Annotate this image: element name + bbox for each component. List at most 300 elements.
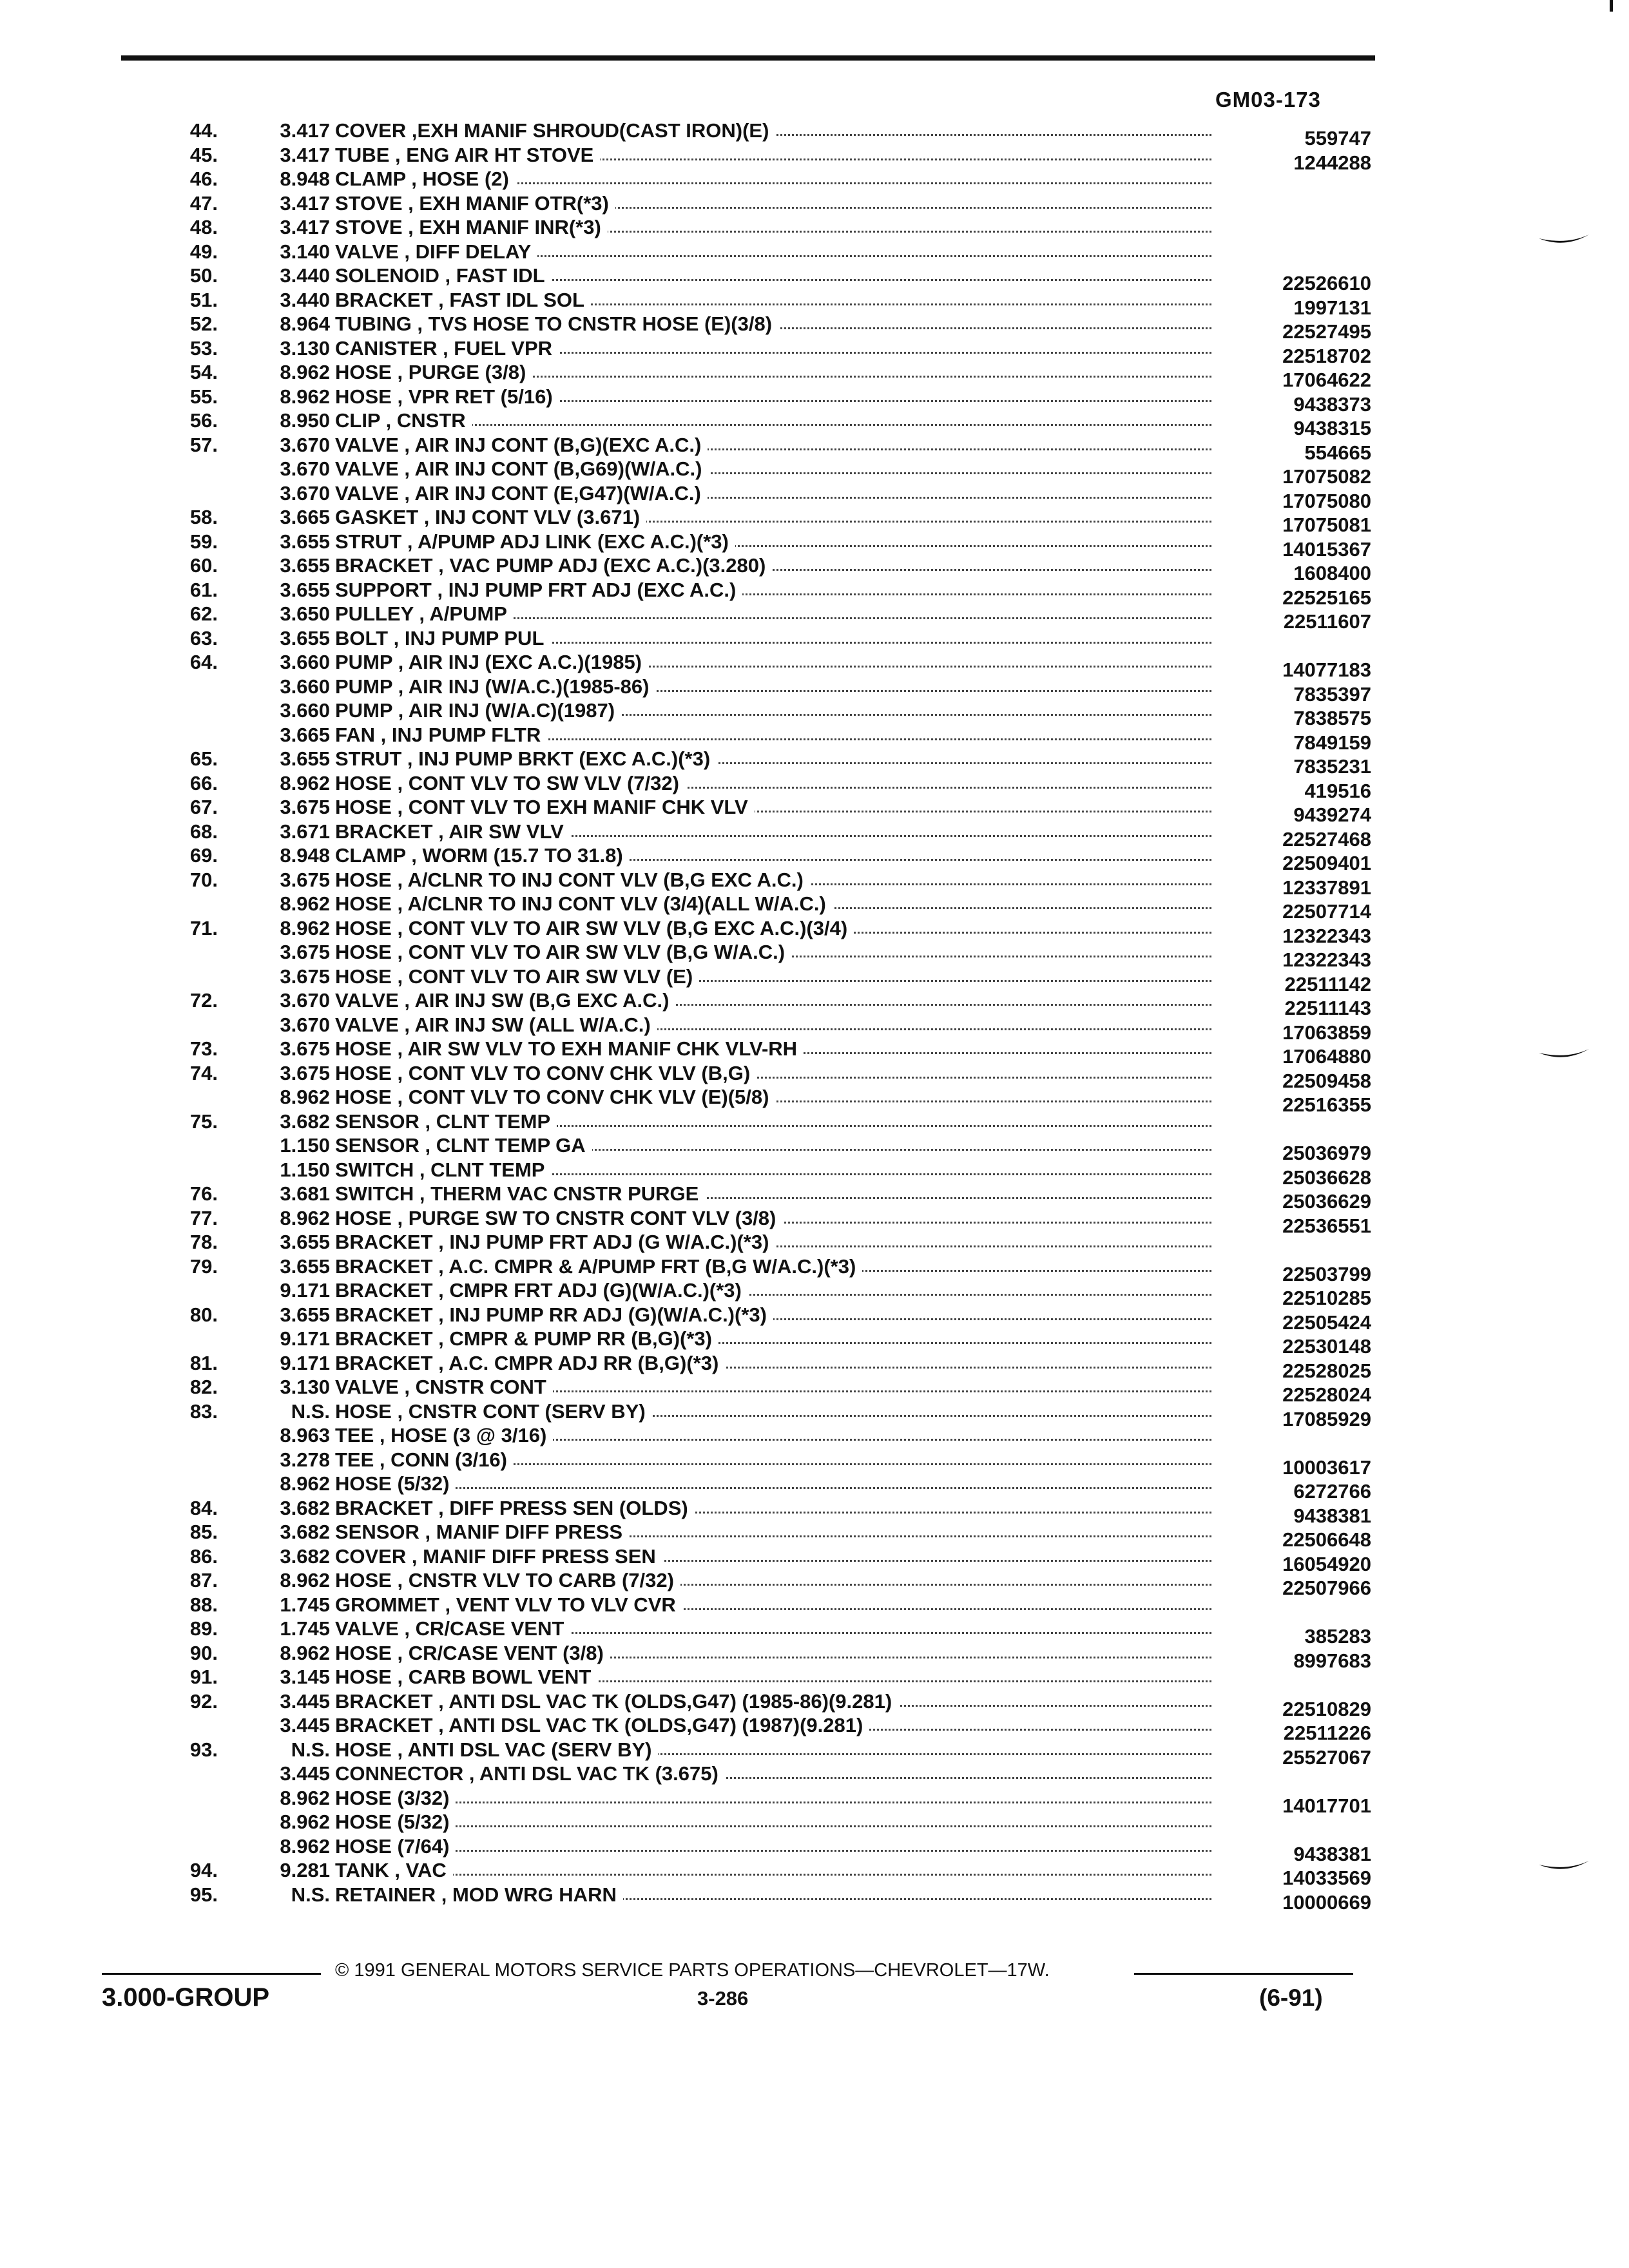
list-item bbox=[0, 675, 1629, 706]
group-code: 9.171 bbox=[280, 1351, 330, 1374]
part-description bbox=[335, 336, 1211, 360]
list-item bbox=[0, 1858, 1629, 1889]
list-item bbox=[0, 1158, 1629, 1189]
group-code: 3.675 bbox=[280, 868, 330, 891]
part-description-text: HOSE , PURGE (3/8) bbox=[335, 361, 532, 383]
group-code: 8.962 bbox=[280, 1569, 330, 1591]
part-description bbox=[335, 747, 1211, 771]
part-description bbox=[335, 1110, 1211, 1133]
list-item bbox=[0, 650, 1629, 681]
header-rule bbox=[121, 55, 1375, 61]
group-code: 3.660 bbox=[280, 699, 330, 722]
part-description-text: BRACKET , CMPR FRT ADJ (G)(W/A.C.)(*3) bbox=[335, 1279, 748, 1302]
list-item bbox=[0, 530, 1629, 561]
list-item bbox=[0, 1520, 1629, 1551]
part-number: 9438373 bbox=[1293, 392, 1371, 416]
list-item bbox=[0, 1351, 1629, 1382]
list-item bbox=[0, 1568, 1629, 1599]
part-description-text: BRACKET , DIFF PRESS SEN (OLDS) bbox=[335, 1497, 695, 1519]
group-code: 8.962 bbox=[280, 1641, 330, 1664]
item-number: 56. bbox=[189, 409, 218, 432]
part-description bbox=[335, 408, 1211, 432]
group-code: N.S. bbox=[291, 1738, 330, 1761]
part-description-text: HOSE , A/CLNR TO INJ CONT VLV (3/4)(ALL W/A.C.) bbox=[335, 892, 833, 915]
group-code: 8.962 bbox=[280, 361, 330, 383]
item-number: 65. bbox=[189, 747, 218, 770]
part-description bbox=[335, 457, 1211, 481]
part-number: 22528024 bbox=[1282, 1383, 1371, 1406]
part-number: 9438315 bbox=[1293, 417, 1371, 439]
group-code: 3.670 bbox=[280, 1013, 330, 1036]
item-number: 81. bbox=[189, 1351, 218, 1374]
list-item bbox=[0, 385, 1629, 416]
part-description-text: BRACKET , ANTI DSL VAC TK (OLDS,G47) (1987)(9.281) bbox=[335, 1714, 869, 1736]
item-number: 89. bbox=[189, 1617, 218, 1640]
group-code: 3.682 bbox=[280, 1544, 330, 1568]
part-description bbox=[335, 385, 1211, 408]
part-description bbox=[335, 1254, 1211, 1278]
part-description-text: GASKET , INJ CONT VLV (3.671) bbox=[335, 506, 646, 528]
group-code: 3.655 bbox=[280, 747, 330, 770]
part-description bbox=[335, 1689, 1211, 1713]
group-code: 3.130 bbox=[280, 1376, 330, 1398]
part-number: 16054920 bbox=[1282, 1552, 1371, 1575]
group-code: 3.681 bbox=[280, 1182, 330, 1205]
group-code: 3.670 bbox=[280, 457, 330, 480]
item-number: 62. bbox=[189, 602, 218, 625]
part-description-text: GROMMET , VENT VLV TO VLV CVR bbox=[335, 1593, 682, 1616]
group-code: 3.665 bbox=[280, 506, 330, 528]
part-description-text: HOSE , AIR SW VLV TO EXH MANIF CHK VLV-RH bbox=[335, 1037, 804, 1060]
item-number: 47. bbox=[189, 191, 218, 215]
group-code: 3.650 bbox=[280, 602, 330, 625]
part-description bbox=[335, 1448, 1211, 1472]
item-number: 59. bbox=[189, 530, 218, 553]
part-number: 9439274 bbox=[1293, 803, 1371, 826]
part-description-text: STOVE , EXH MANIF INR(*3) bbox=[335, 216, 608, 238]
part-description bbox=[335, 1593, 1211, 1617]
part-description-text: CANISTER , FUEL VPR bbox=[335, 337, 559, 360]
list-item bbox=[0, 1278, 1629, 1309]
part-description-text: HOSE , CNSTR CONT (SERV BY) bbox=[335, 1400, 652, 1423]
part-description-text: VALVE , CR/CASE VENT bbox=[335, 1617, 570, 1640]
copyright-notice: © 1991 GENERAL MOTORS SERVICE PARTS OPERATIONS—CHEVROLET—17W. bbox=[335, 1960, 1050, 1981]
item-number: 86. bbox=[189, 1544, 218, 1568]
group-code: 8.962 bbox=[280, 771, 330, 794]
list-item bbox=[0, 965, 1629, 995]
part-description bbox=[335, 1351, 1211, 1375]
list-item bbox=[0, 360, 1629, 391]
part-number: 25036628 bbox=[1282, 1166, 1371, 1189]
group-code: 3.417 bbox=[280, 143, 330, 166]
part-description bbox=[335, 481, 1211, 505]
dot-leader bbox=[335, 1487, 1211, 1489]
list-item bbox=[0, 747, 1629, 778]
part-number: 554665 bbox=[1304, 441, 1371, 464]
item-number: 94. bbox=[189, 1859, 218, 1881]
list-item bbox=[0, 1110, 1629, 1134]
list-item bbox=[0, 457, 1629, 488]
group-code: 8.962 bbox=[280, 1786, 330, 1809]
group-code: 3.675 bbox=[280, 965, 330, 988]
binder-tab-mark-icon bbox=[1539, 235, 1589, 249]
item-number: 66. bbox=[189, 771, 218, 794]
group-code: 3.675 bbox=[280, 941, 330, 963]
part-description bbox=[335, 119, 1211, 142]
list-item bbox=[0, 1206, 1629, 1237]
list-item bbox=[0, 1834, 1629, 1865]
list-item bbox=[0, 1303, 1629, 1334]
part-description bbox=[335, 650, 1211, 674]
item-number: 51. bbox=[189, 288, 218, 311]
item-number: 83. bbox=[189, 1399, 218, 1423]
group-code: 3.655 bbox=[280, 1231, 330, 1253]
part-description bbox=[335, 433, 1211, 457]
part-number: 22527468 bbox=[1282, 827, 1371, 850]
part-number: 7849159 bbox=[1293, 731, 1371, 754]
item-number: 64. bbox=[189, 651, 218, 673]
group-code: 3.671 bbox=[280, 820, 330, 843]
part-description bbox=[335, 360, 1211, 384]
list-item bbox=[0, 1182, 1629, 1213]
list-item bbox=[0, 1254, 1629, 1285]
part-description-text: HOSE (7/64) bbox=[335, 1835, 456, 1858]
part-number: 17075080 bbox=[1282, 489, 1371, 512]
item-number: 44. bbox=[189, 119, 218, 142]
item-number: 48. bbox=[189, 216, 218, 238]
part-number: 22536551 bbox=[1282, 1214, 1371, 1237]
list-item bbox=[0, 1617, 1629, 1648]
list-item bbox=[0, 481, 1629, 512]
part-number: 22510829 bbox=[1282, 1697, 1371, 1720]
part-number: 22530148 bbox=[1282, 1335, 1371, 1358]
item-number: 92. bbox=[189, 1689, 218, 1713]
item-number: 50. bbox=[189, 264, 218, 287]
item-number: 78. bbox=[189, 1231, 218, 1253]
part-description bbox=[335, 1786, 1211, 1810]
part-number: 7838575 bbox=[1293, 707, 1371, 729]
part-description-text: BRACKET , FAST IDL SOL bbox=[335, 289, 591, 311]
group-code: 3.278 bbox=[280, 1448, 330, 1471]
item-number: 46. bbox=[189, 168, 218, 190]
list-item bbox=[0, 1230, 1629, 1254]
group-code: 8.962 bbox=[280, 1834, 330, 1858]
part-description bbox=[335, 1013, 1211, 1037]
list-item bbox=[0, 336, 1629, 367]
part-number: 22506648 bbox=[1282, 1528, 1371, 1551]
part-description bbox=[335, 1303, 1211, 1327]
list-item bbox=[0, 1713, 1629, 1744]
part-description bbox=[335, 1544, 1211, 1568]
list-item bbox=[0, 1810, 1629, 1834]
group-code: 1.150 bbox=[280, 1158, 330, 1181]
group-code: 3.445 bbox=[280, 1689, 330, 1713]
list-item bbox=[0, 1544, 1629, 1575]
part-number: 22511143 bbox=[1284, 997, 1371, 1019]
part-number: 8997683 bbox=[1293, 1649, 1371, 1672]
part-description-text: CONNECTOR , ANTI DSL VAC TK (3.675) bbox=[335, 1762, 725, 1785]
part-description-text: TEE , HOSE (3 @ 3/16) bbox=[335, 1424, 553, 1446]
group-code: 3.670 bbox=[280, 989, 330, 1012]
list-item bbox=[0, 1641, 1629, 1672]
part-number: 14077183 bbox=[1282, 658, 1371, 681]
part-description-text: PUMP , AIR INJ (EXC A.C.)(1985) bbox=[335, 651, 648, 673]
part-description-text: TUBING , TVS HOSE TO CNSTR HOSE (E)(3/8) bbox=[335, 312, 778, 335]
group-code: 9.171 bbox=[280, 1279, 330, 1302]
part-description-text: VALVE , AIR INJ CONT (E,G47)(W/A.C.) bbox=[335, 482, 708, 505]
part-number: 22507966 bbox=[1282, 1577, 1371, 1599]
part-description-text: HOSE , CR/CASE VENT (3/8) bbox=[335, 1642, 610, 1664]
part-description-text: HOSE , CONT VLV TO AIR SW VLV (B,G W/A.C.) bbox=[335, 941, 791, 963]
part-description bbox=[335, 1762, 1211, 1785]
item-number: 77. bbox=[189, 1206, 218, 1229]
group-code: 3.417 bbox=[280, 216, 330, 238]
group-code: 9.281 bbox=[280, 1859, 330, 1881]
part-description-text: HOSE , ANTI DSL VAC (SERV BY) bbox=[335, 1738, 658, 1761]
group-code: 3.675 bbox=[280, 1037, 330, 1060]
part-description-text: STRUT , A/PUMP ADJ LINK (EXC A.C.)(*3) bbox=[335, 530, 735, 553]
list-item bbox=[0, 940, 1629, 971]
part-number: 22511607 bbox=[1283, 610, 1371, 633]
group-code: 3.440 bbox=[280, 264, 330, 287]
page-code: GM03-173 bbox=[1215, 88, 1321, 111]
part-number: 22525165 bbox=[1282, 586, 1371, 609]
part-number: 1244288 bbox=[1293, 151, 1371, 174]
part-number: 22503799 bbox=[1282, 1262, 1371, 1285]
part-number: 22505424 bbox=[1282, 1311, 1371, 1334]
part-number: 22528025 bbox=[1282, 1359, 1371, 1382]
part-description bbox=[335, 505, 1211, 529]
list-item bbox=[0, 892, 1629, 923]
item-number: 61. bbox=[189, 578, 218, 601]
group-code: N.S. bbox=[291, 1883, 330, 1906]
part-description bbox=[335, 1496, 1211, 1520]
group-code: 3.670 bbox=[280, 433, 330, 456]
part-number: 17064622 bbox=[1282, 369, 1371, 391]
item-number: 79. bbox=[189, 1254, 218, 1278]
part-description bbox=[335, 240, 1211, 264]
part-description bbox=[335, 1399, 1211, 1423]
group-code: 8.962 bbox=[280, 1086, 330, 1108]
group-code: 3.655 bbox=[280, 626, 330, 649]
binder-tab-mark-icon bbox=[1539, 1861, 1589, 1875]
group-code: 3.682 bbox=[280, 1521, 330, 1543]
part-number: 559747 bbox=[1304, 127, 1371, 149]
list-item bbox=[0, 868, 1629, 899]
part-description-text: SWITCH , THERM VAC CNSTR PURGE bbox=[335, 1182, 705, 1205]
item-number: 69. bbox=[189, 844, 218, 867]
part-number: 385283 bbox=[1304, 1625, 1371, 1648]
part-description-text: CLIP , CNSTR bbox=[335, 409, 472, 432]
part-description-text: SENSOR , CLNT TEMP GA bbox=[335, 1134, 592, 1157]
group-code: 3.440 bbox=[280, 288, 330, 311]
part-description-text: RETAINER , MOD WRG HARN bbox=[335, 1883, 623, 1906]
item-number: 72. bbox=[189, 989, 218, 1012]
list-item bbox=[0, 433, 1629, 464]
group-code: 8.962 bbox=[280, 892, 330, 915]
part-number: 14033569 bbox=[1282, 1867, 1371, 1889]
part-description-text: CLAMP , WORM (15.7 TO 31.8) bbox=[335, 844, 630, 867]
part-description bbox=[335, 1133, 1211, 1157]
group-code: 3.655 bbox=[280, 1254, 330, 1278]
part-number: 6272766 bbox=[1293, 1480, 1371, 1503]
part-description bbox=[335, 530, 1211, 553]
part-number: 10003617 bbox=[1282, 1456, 1371, 1479]
part-description bbox=[335, 1834, 1211, 1858]
part-description bbox=[335, 1665, 1211, 1689]
part-description-text: FAN , INJ PUMP FLTR bbox=[335, 724, 547, 746]
part-description-text: TANK , VAC bbox=[335, 1859, 453, 1881]
part-description-text: SENSOR , CLNT TEMP bbox=[335, 1110, 557, 1133]
group-code: 1.745 bbox=[280, 1617, 330, 1640]
part-number: 22511142 bbox=[1284, 972, 1371, 995]
part-description bbox=[335, 143, 1211, 167]
list-item bbox=[0, 1327, 1629, 1358]
list-item bbox=[0, 1423, 1629, 1448]
part-description-text: STRUT , INJ PUMP BRKT (EXC A.C.)(*3) bbox=[335, 747, 717, 770]
part-number: 9438381 bbox=[1293, 1504, 1371, 1527]
list-item bbox=[0, 1738, 1629, 1769]
list-item bbox=[0, 1883, 1629, 1914]
item-number: 88. bbox=[189, 1593, 218, 1616]
list-item bbox=[0, 1399, 1629, 1430]
part-number: 25036979 bbox=[1282, 1142, 1371, 1164]
item-number: 71. bbox=[189, 916, 218, 939]
part-number: 17075081 bbox=[1282, 514, 1371, 536]
part-description bbox=[335, 771, 1211, 795]
part-description bbox=[335, 1278, 1211, 1302]
item-number: 82. bbox=[189, 1376, 218, 1398]
list-item bbox=[0, 1013, 1629, 1044]
list-item bbox=[0, 215, 1629, 240]
part-description-text: HOSE (3/32) bbox=[335, 1787, 456, 1809]
group-code: 3.660 bbox=[280, 675, 330, 698]
part-description bbox=[335, 264, 1211, 287]
part-description bbox=[335, 1568, 1211, 1592]
part-number: 17075082 bbox=[1282, 465, 1371, 488]
dot-leader bbox=[335, 1850, 1211, 1852]
list-item bbox=[0, 988, 1629, 1019]
part-description bbox=[335, 1883, 1211, 1907]
group-code: 8.962 bbox=[280, 1472, 330, 1495]
item-number: 67. bbox=[189, 796, 218, 818]
part-description bbox=[335, 1182, 1211, 1206]
item-number: 68. bbox=[189, 820, 218, 843]
group-code: 8.962 bbox=[280, 385, 330, 408]
part-description-text: BRACKET , INJ PUMP RR ADJ (G)(W/A.C.)(*3) bbox=[335, 1303, 773, 1326]
group-code: 3.655 bbox=[280, 554, 330, 577]
item-number: 76. bbox=[189, 1182, 218, 1205]
part-description bbox=[335, 675, 1211, 698]
list-item bbox=[0, 143, 1629, 174]
list-item bbox=[0, 191, 1629, 216]
part-description bbox=[335, 1520, 1211, 1544]
part-description bbox=[335, 843, 1211, 867]
group-code: 3.445 bbox=[280, 1714, 330, 1736]
item-number: 90. bbox=[189, 1641, 218, 1664]
part-description-text: VALVE , AIR INJ CONT (B,G69)(W/A.C.) bbox=[335, 457, 709, 480]
item-number: 63. bbox=[189, 626, 218, 649]
list-item bbox=[0, 1448, 1629, 1479]
part-description bbox=[335, 965, 1211, 988]
list-item bbox=[0, 843, 1629, 874]
part-description-text: HOSE , CONT VLV TO SW VLV (7/32) bbox=[335, 772, 686, 794]
part-number: 22510285 bbox=[1282, 1287, 1371, 1309]
group-code: 3.145 bbox=[280, 1666, 330, 1688]
part-description-text: BRACKET , A.C. CMPR & A/PUMP FRT (B,G W/A.C.)(*3) bbox=[335, 1255, 862, 1278]
part-description-text: HOSE , PURGE SW TO CNSTR CONT VLV (3/8) bbox=[335, 1207, 782, 1229]
list-item bbox=[0, 578, 1629, 609]
group-code: 9.171 bbox=[280, 1327, 330, 1350]
page-number: 3-286 bbox=[697, 1987, 749, 2010]
part-description-text: HOSE , A/CLNR TO INJ CONT VLV (B,G EXC A.C.) bbox=[335, 869, 810, 891]
part-number: 12322343 bbox=[1282, 948, 1371, 971]
list-item bbox=[0, 264, 1629, 294]
part-number: 22527495 bbox=[1282, 320, 1371, 343]
group-code: 8.948 bbox=[280, 168, 330, 190]
part-number: 10000669 bbox=[1282, 1890, 1371, 1914]
group-code: 3.130 bbox=[280, 336, 330, 360]
item-number: 84. bbox=[189, 1496, 218, 1519]
list-item bbox=[0, 916, 1629, 947]
list-item bbox=[0, 167, 1629, 191]
list-item bbox=[0, 1689, 1629, 1720]
part-description-text: SENSOR , MANIF DIFF PRESS bbox=[335, 1521, 629, 1543]
item-number: 55. bbox=[189, 385, 218, 408]
group-code: 3.675 bbox=[280, 1061, 330, 1084]
list-item bbox=[0, 288, 1629, 319]
part-description bbox=[335, 723, 1211, 747]
part-number: 22507714 bbox=[1282, 900, 1371, 923]
part-number: 14017701 bbox=[1282, 1794, 1371, 1817]
part-description bbox=[335, 1085, 1211, 1109]
part-description-text: TUBE , ENG AIR HT STOVE bbox=[335, 144, 600, 166]
group-code: 1.150 bbox=[280, 1134, 330, 1157]
item-number: 74. bbox=[189, 1061, 218, 1084]
part-description-text: CLAMP , HOSE (2) bbox=[335, 168, 516, 190]
part-description bbox=[335, 892, 1211, 916]
part-number: 17063859 bbox=[1282, 1021, 1371, 1044]
part-description-text: HOSE , CNSTR VLV TO CARB (7/32) bbox=[335, 1569, 680, 1591]
list-item bbox=[0, 698, 1629, 729]
part-description bbox=[335, 167, 1211, 191]
part-description-text: TEE , CONN (3/16) bbox=[335, 1448, 514, 1471]
part-description-text: VALVE , DIFF DELAY bbox=[335, 240, 537, 263]
part-description-text: VALVE , CNSTR CONT bbox=[335, 1376, 553, 1398]
list-item bbox=[0, 1037, 1629, 1068]
part-number: 17064880 bbox=[1282, 1045, 1371, 1068]
part-number: 12337891 bbox=[1282, 876, 1371, 899]
list-item bbox=[0, 626, 1629, 651]
part-description-text: SUPPORT , INJ PUMP FRT ADJ (EXC A.C.) bbox=[335, 579, 742, 601]
list-item bbox=[0, 312, 1629, 343]
group-code: 8.962 bbox=[280, 916, 330, 939]
group-code: 8.948 bbox=[280, 844, 330, 867]
part-description-text: VALVE , AIR INJ CONT (B,G)(EXC A.C.) bbox=[335, 434, 708, 456]
part-description-text: BRACKET , ANTI DSL VAC TK (OLDS,G47) (1985-86)(9.281) bbox=[335, 1690, 898, 1713]
part-number: 22518702 bbox=[1282, 344, 1371, 367]
item-number: 73. bbox=[189, 1037, 218, 1060]
part-number: 1608400 bbox=[1293, 562, 1371, 584]
item-number: 49. bbox=[189, 240, 218, 263]
list-item bbox=[0, 1375, 1629, 1406]
part-number: 22526610 bbox=[1282, 272, 1371, 294]
part-description-text: BRACKET , AIR SW VLV bbox=[335, 820, 570, 843]
item-number: 45. bbox=[189, 143, 218, 166]
part-description bbox=[335, 215, 1211, 239]
part-description bbox=[335, 820, 1211, 843]
part-number: 25527067 bbox=[1282, 1745, 1371, 1769]
